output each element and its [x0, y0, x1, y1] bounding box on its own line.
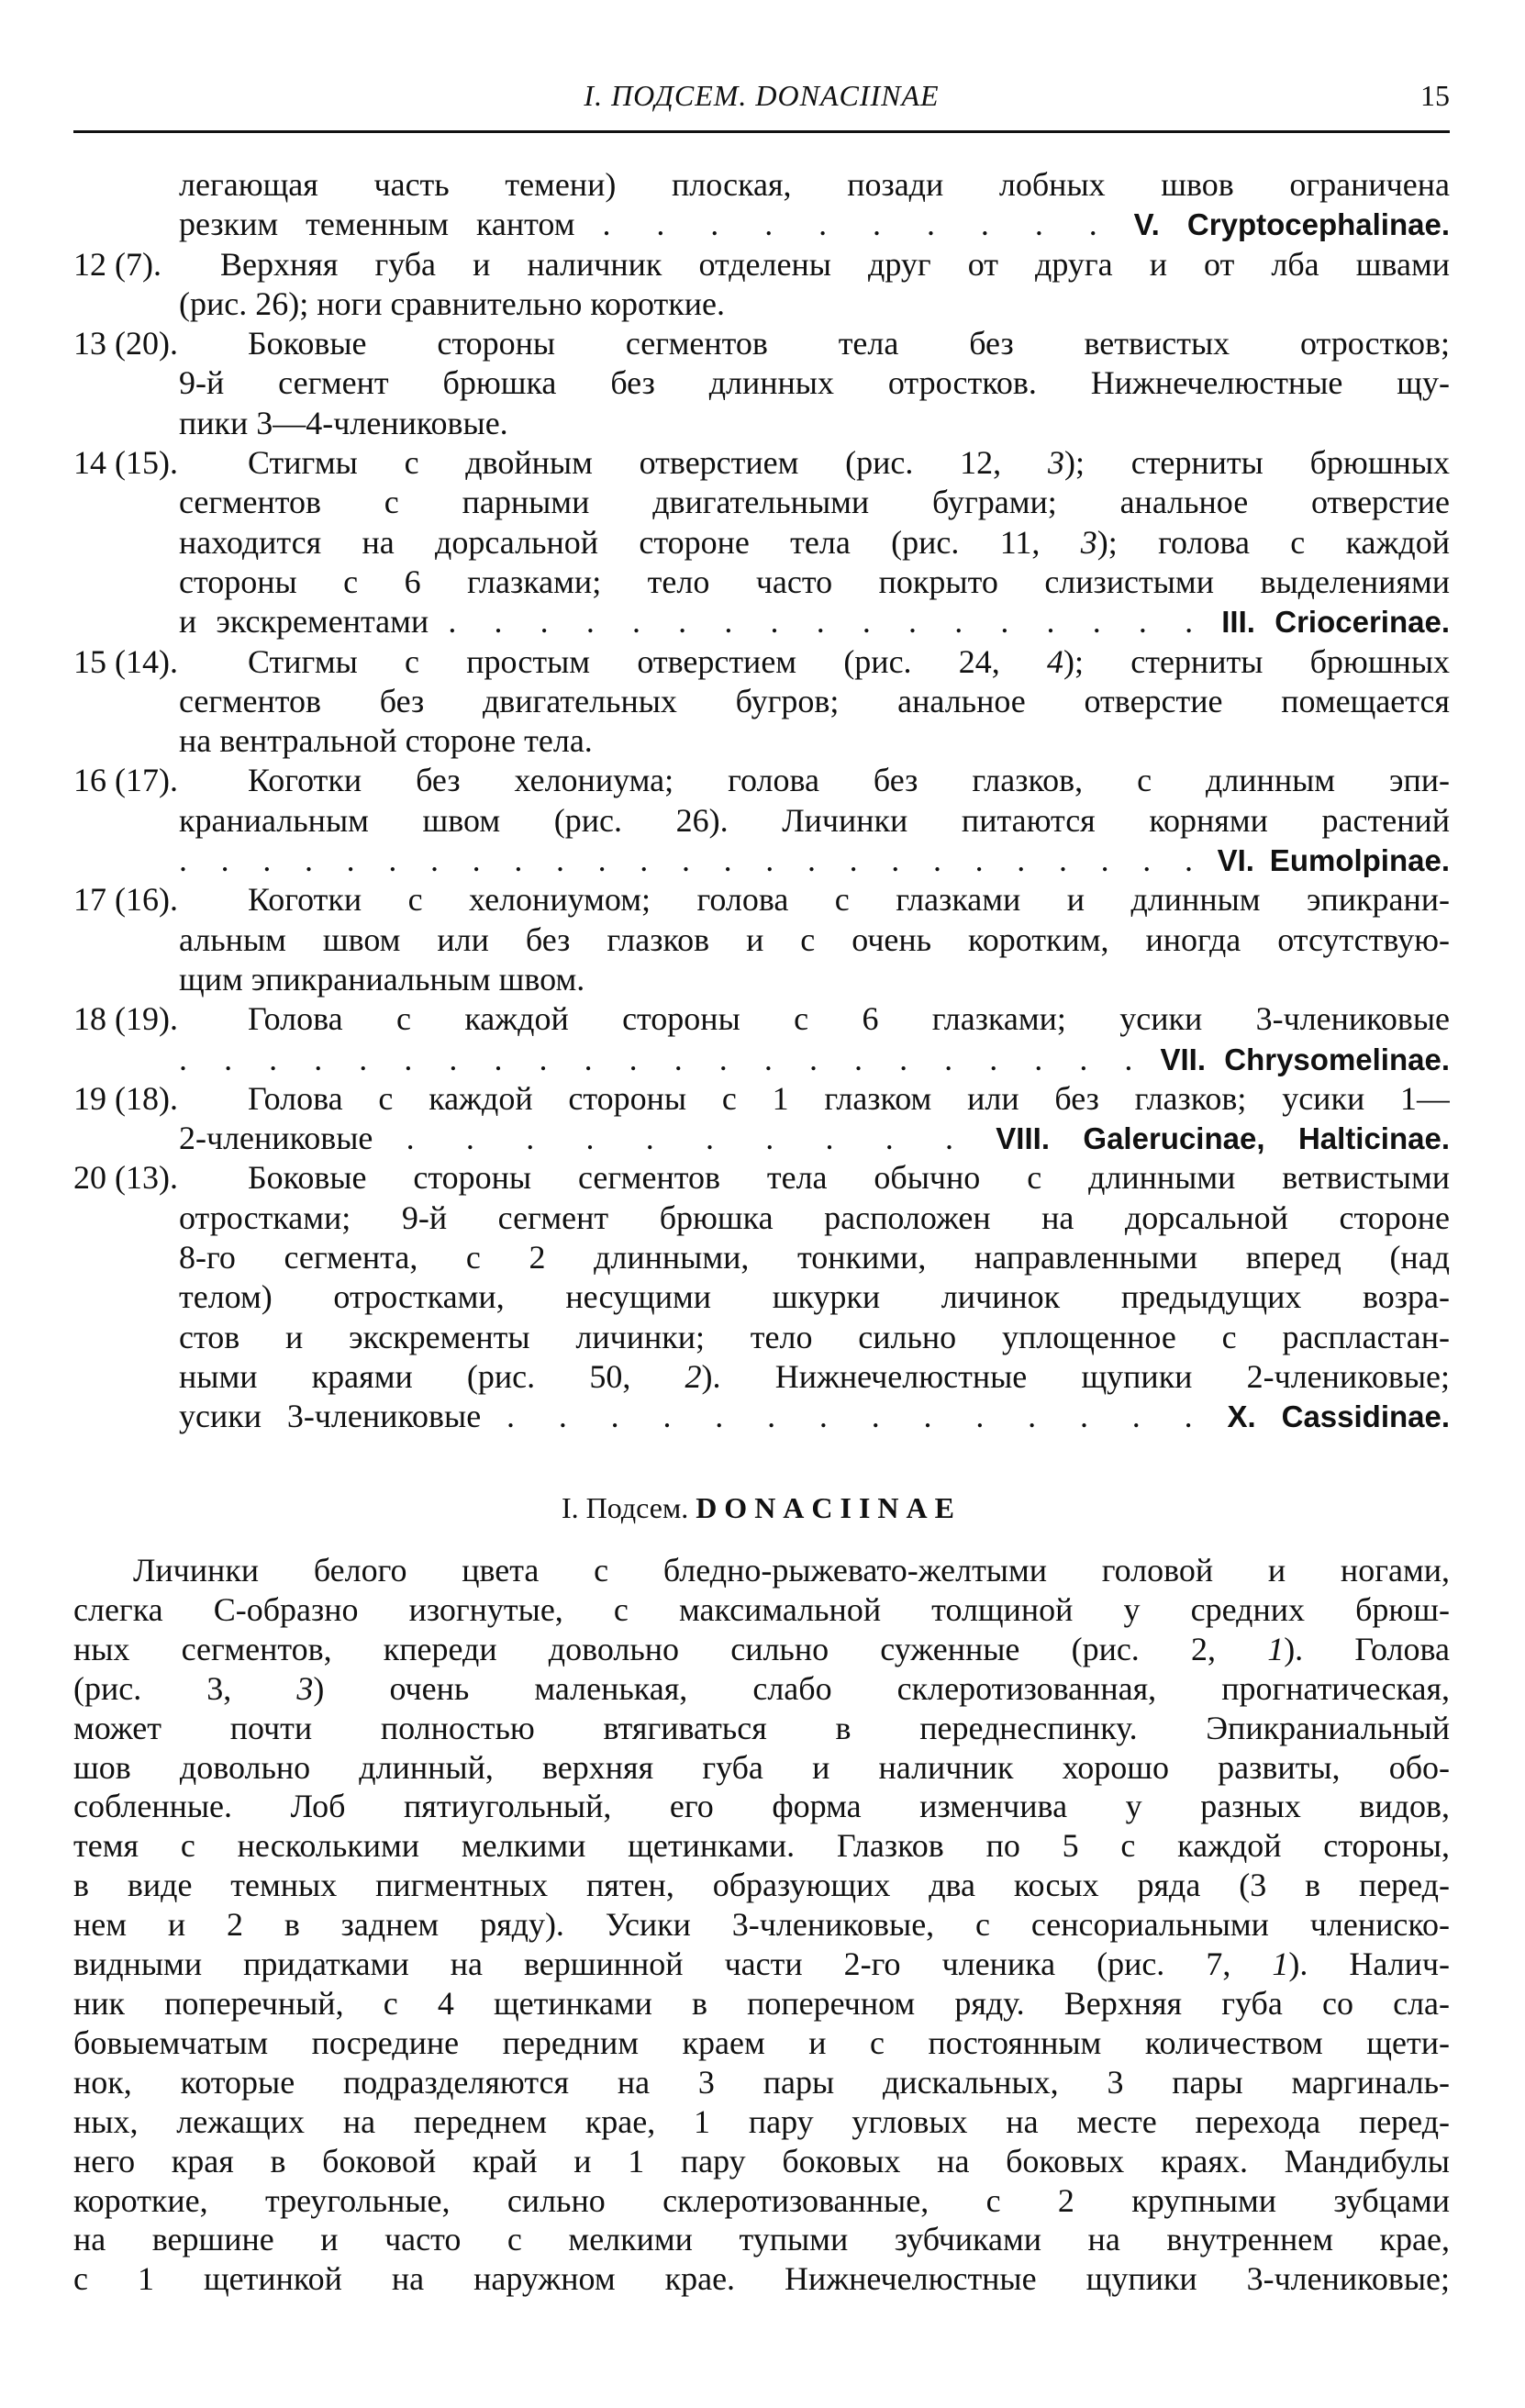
- text-line: [73, 1669, 1450, 1709]
- text-fragment: Коготки без хелониума; голова без глазков, с длинным эпи-: [248, 762, 1450, 799]
- text-fragment: ). Налич-: [1288, 1945, 1450, 1983]
- text-fragment: Боковые стороны сегментов тела без ветвистых отростков;: [248, 325, 1450, 362]
- text-line: телом) отростками, несущими шкурки личинок предыдущих возра-: [179, 1278, 1450, 1316]
- taxon-name: VI. Eumolpinae.: [1217, 843, 1450, 878]
- text-fragment: резким теменным кантом: [179, 206, 575, 243]
- text-line: [179, 999, 1450, 1039]
- figure-ref: 3: [296, 1669, 314, 1707]
- taxon-name: VIII. Galerucinae, Halticinae.: [996, 1121, 1450, 1156]
- entry-number: 16 (17).: [73, 762, 178, 799]
- text-line: нок, которые подразделяются на 3 пары дискальных, 3 пары маргиналь-: [73, 2063, 1450, 2101]
- identification-key: [73, 165, 1450, 1437]
- entry-number: 20 (13).: [73, 1159, 178, 1197]
- key-entry-18: [73, 999, 1450, 1079]
- leader-dots: . . . . . . . . . . . . . . . . . . . . . . . . .: [179, 842, 1202, 879]
- text-line: [179, 324, 1450, 363]
- text-line: [179, 1079, 1450, 1119]
- text-line: нем и 2 в заднем ряду). Усики 3-члениковые, с сенсориальными члениско-: [73, 1906, 1450, 1944]
- text-line: отростками; 9-й сегмент брюшка расположен на дорсальной стороне: [179, 1198, 1450, 1236]
- text-line: [179, 1397, 1450, 1436]
- running-header-title: I. ПОДСЕМ. DONACIINAE: [584, 79, 940, 112]
- taxon-name: VII. Chrysomelinae.: [1160, 1042, 1450, 1076]
- text-line: [179, 1357, 1450, 1397]
- taxon-name: X. Cassidinae.: [1227, 1399, 1450, 1434]
- key-entry-12: [73, 245, 1450, 325]
- text-fragment: Голова с каждой стороны с 1 глазком или без глазков; усики 1—: [248, 1079, 1450, 1117]
- text-line: короткие, треугольные, сильно склеротизованные, с 2 крупными зубцами: [73, 2181, 1450, 2219]
- entry-number: 15 (14).: [73, 642, 178, 680]
- text-line: ник поперечный, с 4 щетинками в поперечном ряду. Верхняя губа со сла-: [73, 1984, 1450, 2022]
- text-line: альным швом или без глазков и с очень коротким, иногда отсутствую-: [179, 920, 1450, 958]
- text-fragment: и экскрементами: [179, 603, 429, 641]
- text-line: [179, 245, 1450, 284]
- text-line: [179, 880, 1450, 920]
- text-line: [179, 1119, 1450, 1158]
- text-line: в виде темных пигментных пятен, образующих два косых ряда (3 в перед-: [73, 1867, 1450, 1904]
- taxon-name: V. Cryptocephalinae.: [1133, 207, 1450, 242]
- running-header: [73, 73, 1450, 125]
- entry-number: 18 (19).: [73, 1000, 178, 1038]
- text-line: щим эпикраниальным швом.: [179, 960, 585, 998]
- leader-dots: . . . . . . . . . .: [406, 1120, 963, 1157]
- text-line: [179, 205, 1450, 244]
- figure-ref: 1: [1267, 1630, 1285, 1667]
- text-line: сегментов без двигательных бугров; анальное отверстие помещается: [179, 682, 1450, 719]
- section-heading: [73, 1491, 1450, 1525]
- key-entry-11-continuation: [73, 165, 1450, 245]
- text-line: сегментов с парными двигательными буграми; анальное отверстие: [179, 484, 1450, 521]
- figure-ref: 1: [1272, 1945, 1289, 1983]
- text-line: пики 3—4-члениковые.: [179, 404, 508, 441]
- text-fragment: Стигмы с двойным отверстием (рис. 12,: [248, 444, 1002, 482]
- page-number: 15: [1420, 79, 1450, 112]
- text-line: шов довольно длинный, верхняя губа и наличник хорошо развиты, обо-: [73, 1748, 1450, 1786]
- text-line: (рис. 26); ноги сравнительно короткие.: [179, 284, 726, 322]
- leader-dots: . . . . . . . . . . . . . . . . . . . . . .: [179, 1040, 1142, 1077]
- entry-number: 17 (16).: [73, 881, 178, 919]
- text-fragment: ных сегментов, кпереди довольно сильно суженные (рис. 2,: [73, 1630, 1216, 1667]
- text-line: [179, 642, 1450, 682]
- text-line: может почти полностью втягиваться в переднеспинку. Эпикраниальный: [73, 1709, 1450, 1746]
- text-line: стороны с 6 глазками; тело часто покрыто слизистыми выделениями: [179, 563, 1450, 600]
- text-line: 9-й сегмент брюшка без длинных отростков. Нижнечелюстные щу-: [179, 364, 1450, 402]
- text-line: на вентральной стороне тела.: [179, 722, 593, 760]
- text-fragment: ); стерниты брюшных: [1063, 642, 1450, 680]
- text-fragment: видными придатками на вершинной части 2-го членика (рис. 7,: [73, 1945, 1231, 1983]
- text-fragment: (рис. 3,: [73, 1669, 232, 1707]
- text-fragment: ) очень маленькая, слабо склеротизованная, прогнатическая,: [313, 1669, 1450, 1707]
- entry-number: 19 (18).: [73, 1079, 178, 1117]
- text-fragment: ); голова с каждой: [1096, 523, 1450, 561]
- text-fragment: ными краями (рис. 50,: [179, 1357, 631, 1395]
- figure-ref: 4: [1047, 642, 1064, 680]
- description-paragraph: [73, 1551, 1450, 2299]
- key-entry-19: [73, 1079, 1450, 1159]
- text-line: краниальным швом (рис. 26). Личинки питаются корнями растений: [179, 801, 1450, 839]
- text-line: с 1 щетинкой на наружном крае. Нижнечелюстные щупики 3-члениковые;: [73, 2260, 1450, 2298]
- text-line: [179, 523, 1450, 563]
- text-line: легающая часть темени) плоская, позади лобных швов ограничена: [179, 166, 1450, 203]
- key-entry-17: [73, 880, 1450, 999]
- text-line: [179, 761, 1450, 800]
- text-line: 8-го сегмента, с 2 длинными, тонкими, направленными вперед (над: [179, 1239, 1450, 1276]
- key-entry-20: [73, 1158, 1450, 1436]
- taxon-name: III. Criocerinae.: [1221, 605, 1450, 640]
- entry-number: 13 (20).: [73, 325, 178, 362]
- section-prefix: I. Подсем.: [562, 1491, 689, 1524]
- text-fragment: Верхняя губа и наличник отделены друг от друга и от лба швами: [220, 245, 1450, 283]
- text-line: стов и экскременты личинки; тело сильно уплощенное с распластан-: [179, 1318, 1450, 1355]
- text-line: собленные. Лоб пятиугольный, его форма изменчива у разных видов,: [73, 1788, 1450, 1825]
- text-line: [73, 1945, 1450, 1984]
- text-line: на вершине и часто с мелкими тупыми зубчиками на внутреннем крае,: [73, 2221, 1450, 2258]
- figure-ref: 3: [1047, 444, 1064, 482]
- text-line: темя с несколькими мелкими щетинками. Глазков по 5 с каждой стороны,: [73, 1827, 1450, 1865]
- text-fragment: Голова с каждой стороны с 6 глазками; усики 3-члениковые: [248, 1000, 1450, 1038]
- text-line: ных, лежащих на переднем крае, 1 пару угловых на месте перехода перед-: [73, 2102, 1450, 2140]
- text-fragment: 2-члениковые: [179, 1120, 373, 1157]
- text-line: бовыемчатым посредине передним краем и с постоянным количеством щети-: [73, 2023, 1450, 2061]
- text-line: [179, 443, 1450, 483]
- text-fragment: Боковые стороны сегментов тела обычно с длинными ветвистыми: [248, 1159, 1450, 1197]
- text-line: [179, 602, 1450, 641]
- text-fragment: находится на дорсальной стороне тела (рис. 11,: [179, 523, 1041, 561]
- text-fragment: Коготки с хелониумом; голова с глазками и длинным эпикрани-: [248, 881, 1450, 919]
- text-fragment: ); стерниты брюшных: [1063, 444, 1450, 482]
- text-line: [73, 1630, 1450, 1669]
- text-line: слегка С-образно изогнутые, с максимальной толщиной у средних брюш-: [73, 1590, 1450, 1628]
- text-fragment: ). Голова: [1284, 1630, 1450, 1667]
- key-entry-13: [73, 324, 1450, 443]
- text-fragment: Стигмы с простым отверстием (рис. 24,: [248, 642, 1000, 680]
- text-line: [179, 841, 1450, 880]
- leader-dots: . . . . . . . . . . . . . .: [506, 1398, 1202, 1435]
- text-line: [179, 1158, 1450, 1198]
- text-line: [179, 1040, 1450, 1079]
- text-fragment: ). Нижнечелюстные щупики 2-члениковые;: [701, 1357, 1450, 1395]
- key-entry-14: [73, 443, 1450, 641]
- leader-dots: . . . . . . . . . . . . . . . . .: [448, 603, 1203, 641]
- text-line: Личинки белого цвета с бледно-рыжевато-желтыми головой и ногами,: [133, 1552, 1450, 1589]
- key-entry-15: [73, 642, 1450, 762]
- text-line: него края в боковой край и 1 пару боковых на боковых краях. Мандибулы: [73, 2142, 1450, 2179]
- figure-ref: 2: [685, 1357, 702, 1395]
- section-name: DONACIINAE: [696, 1491, 962, 1524]
- header-rule: [73, 130, 1450, 133]
- entry-number: 12 (7).: [73, 245, 161, 283]
- entry-number: 14 (15).: [73, 444, 178, 482]
- text-fragment: усики 3-члениковые: [179, 1398, 482, 1435]
- leader-dots: . . . . . . . . . .: [602, 206, 1107, 243]
- key-entry-16: [73, 761, 1450, 880]
- figure-ref: 3: [1080, 523, 1097, 561]
